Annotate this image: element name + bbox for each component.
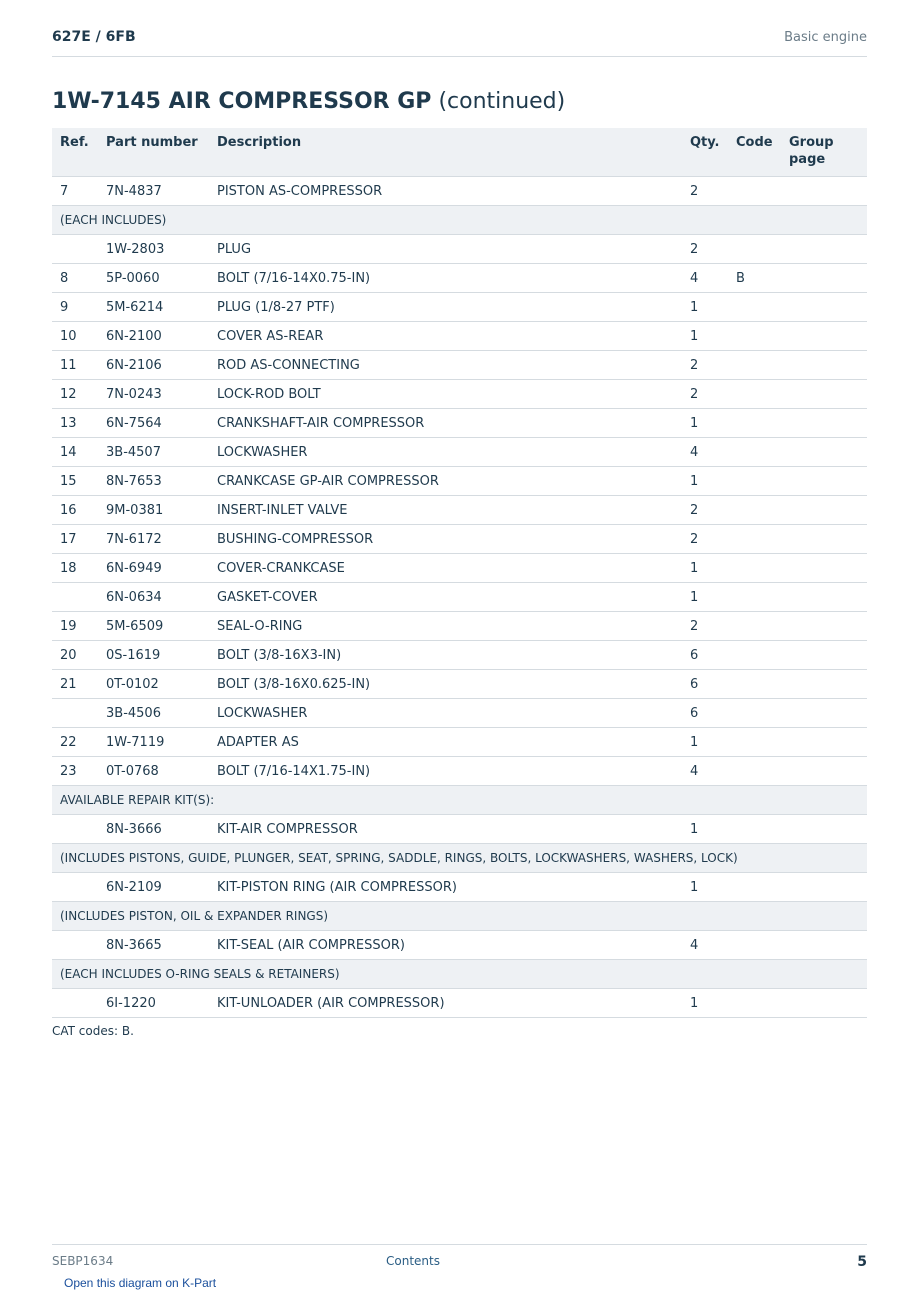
col-group-header: Group page xyxy=(781,128,867,177)
group-page-cell xyxy=(781,554,867,583)
ref-cell: 9 xyxy=(52,293,98,322)
part-number-cell: 3B-4507 xyxy=(98,438,209,467)
part-number-cell: 5M-6214 xyxy=(98,293,209,322)
qty-cell: 6 xyxy=(682,670,728,699)
description-cell: LOCKWASHER xyxy=(209,699,682,728)
part-number-cell: 0T-0768 xyxy=(98,757,209,786)
description-cell: KIT-SEAL (AIR COMPRESSOR) xyxy=(209,931,682,960)
table-row xyxy=(52,177,867,206)
doc-code: SEBP1634 xyxy=(52,1254,114,1268)
col-desc-header: Description xyxy=(209,128,682,177)
group-page-cell xyxy=(781,612,867,641)
description-cell: SEAL-O-RING xyxy=(209,612,682,641)
qty-cell: 4 xyxy=(682,438,728,467)
table-row xyxy=(52,873,867,902)
group-page-cell xyxy=(781,264,867,293)
description-cell: LOCK-ROD BOLT xyxy=(209,380,682,409)
ref-cell: 22 xyxy=(52,728,98,757)
part-number-cell: 7N-6172 xyxy=(98,525,209,554)
ref-cell: 19 xyxy=(52,612,98,641)
ref-cell: 8 xyxy=(52,264,98,293)
qty-cell: 1 xyxy=(682,467,728,496)
page-number: 5 xyxy=(857,1254,867,1270)
table-row xyxy=(52,554,867,583)
page-footer xyxy=(52,1244,867,1275)
table-row xyxy=(52,438,867,467)
group-page-cell xyxy=(781,728,867,757)
description-cell: PLUG xyxy=(209,235,682,264)
qty-cell: 4 xyxy=(682,264,728,293)
col-qty-header: Qty. xyxy=(682,128,728,177)
description-cell: BOLT (3/8-16X0.625-IN) xyxy=(209,670,682,699)
table-row xyxy=(52,409,867,438)
code-cell xyxy=(728,757,781,786)
ref-cell: 17 xyxy=(52,525,98,554)
qty-cell: 2 xyxy=(682,177,728,206)
note-text: AVAILABLE REPAIR KIT(S): xyxy=(52,786,867,815)
group-page-cell xyxy=(781,757,867,786)
group-page-cell xyxy=(781,467,867,496)
page-header xyxy=(52,28,867,57)
qty-cell: 4 xyxy=(682,757,728,786)
table-row xyxy=(52,989,867,1018)
description-cell: BOLT (7/16-14X0.75-IN) xyxy=(209,264,682,293)
table-row xyxy=(52,235,867,264)
table-note-row xyxy=(52,786,867,815)
code-cell xyxy=(728,496,781,525)
table-note-row xyxy=(52,206,867,235)
part-number-cell: 6N-6949 xyxy=(98,554,209,583)
qty-cell: 1 xyxy=(682,989,728,1018)
code-cell xyxy=(728,728,781,757)
page-title xyxy=(52,89,565,114)
description-cell: INSERT-INLET VALVE xyxy=(209,496,682,525)
part-number-cell: 8N-3665 xyxy=(98,931,209,960)
qty-cell: 2 xyxy=(682,380,728,409)
ref-cell xyxy=(52,583,98,612)
part-number-cell: 6N-0634 xyxy=(98,583,209,612)
group-page-cell xyxy=(781,322,867,351)
col-part-header: Part number xyxy=(98,128,209,177)
ref-cell: 18 xyxy=(52,554,98,583)
description-cell: GASKET-COVER xyxy=(209,583,682,612)
group-page-cell xyxy=(781,641,867,670)
table-row xyxy=(52,757,867,786)
group-page-cell xyxy=(781,670,867,699)
table-row xyxy=(52,931,867,960)
model-label: 627E / 6FB xyxy=(52,29,136,45)
qty-cell: 1 xyxy=(682,583,728,612)
table-row xyxy=(52,670,867,699)
ref-cell: 23 xyxy=(52,757,98,786)
qty-cell: 1 xyxy=(682,873,728,902)
description-cell: COVER AS-REAR xyxy=(209,322,682,351)
ref-cell: 15 xyxy=(52,467,98,496)
part-number-cell: 6N-2109 xyxy=(98,873,209,902)
group-page-cell xyxy=(781,583,867,612)
ref-cell: 16 xyxy=(52,496,98,525)
ref-cell: 21 xyxy=(52,670,98,699)
ref-cell xyxy=(52,873,98,902)
part-number-cell: 7N-0243 xyxy=(98,380,209,409)
code-cell xyxy=(728,351,781,380)
description-cell: KIT-PISTON RING (AIR COMPRESSOR) xyxy=(209,873,682,902)
note-text: (EACH INCLUDES O-RING SEALS & RETAINERS) xyxy=(52,960,867,989)
description-cell: PLUG (1/8-27 PTF) xyxy=(209,293,682,322)
part-number-cell: 5P-0060 xyxy=(98,264,209,293)
code-cell xyxy=(728,525,781,554)
part-number-cell: 8N-3666 xyxy=(98,815,209,844)
description-cell: CRANKSHAFT-AIR COMPRESSOR xyxy=(209,409,682,438)
part-number-cell: 6N-7564 xyxy=(98,409,209,438)
group-page-cell xyxy=(781,815,867,844)
code-cell xyxy=(728,467,781,496)
qty-cell: 2 xyxy=(682,525,728,554)
part-number-cell: 6N-2106 xyxy=(98,351,209,380)
ref-cell: 11 xyxy=(52,351,98,380)
table-row xyxy=(52,641,867,670)
group-page-cell xyxy=(781,525,867,554)
title-suffix: (continued) xyxy=(438,89,566,114)
code-cell xyxy=(728,989,781,1018)
qty-cell: 2 xyxy=(682,612,728,641)
ref-cell xyxy=(52,235,98,264)
code-cell: B xyxy=(728,264,781,293)
code-cell xyxy=(728,641,781,670)
part-number-cell: 0T-0102 xyxy=(98,670,209,699)
code-cell xyxy=(728,409,781,438)
qty-cell: 1 xyxy=(682,728,728,757)
qty-cell: 1 xyxy=(682,815,728,844)
table-note-row xyxy=(52,960,867,989)
table-row xyxy=(52,612,867,641)
kpart-diagram-link[interactable]: Open this diagram on K-Part xyxy=(64,1276,217,1290)
part-number-cell: 9M-0381 xyxy=(98,496,209,525)
group-page-cell xyxy=(781,351,867,380)
code-cell xyxy=(728,554,781,583)
ref-cell xyxy=(52,699,98,728)
qty-cell: 1 xyxy=(682,293,728,322)
group-page-cell xyxy=(781,177,867,206)
group-page-cell xyxy=(781,873,867,902)
title-main: 1W-7145 AIR COMPRESSOR GP xyxy=(52,89,432,114)
cat-codes-note: CAT codes: B. xyxy=(52,1024,134,1038)
parts-table-body xyxy=(52,177,867,1018)
code-cell xyxy=(728,612,781,641)
qty-cell: 2 xyxy=(682,235,728,264)
qty-cell: 2 xyxy=(682,496,728,525)
part-number-cell: 6N-2100 xyxy=(98,322,209,351)
qty-cell: 1 xyxy=(682,322,728,351)
group-page-cell xyxy=(781,235,867,264)
part-number-cell: 5M-6509 xyxy=(98,612,209,641)
code-cell xyxy=(728,699,781,728)
qty-cell: 6 xyxy=(682,641,728,670)
table-row xyxy=(52,728,867,757)
table-row xyxy=(52,293,867,322)
code-cell xyxy=(728,873,781,902)
group-page-cell xyxy=(781,293,867,322)
table-row xyxy=(52,380,867,409)
table-row xyxy=(52,351,867,380)
col-ref-header: Ref. xyxy=(52,128,98,177)
code-cell xyxy=(728,293,781,322)
description-cell: BOLT (3/8-16X3-IN) xyxy=(209,641,682,670)
description-cell: ADAPTER AS xyxy=(209,728,682,757)
ref-cell xyxy=(52,931,98,960)
parts-table xyxy=(52,128,867,1018)
part-number-cell: 8N-7653 xyxy=(98,467,209,496)
table-note-row xyxy=(52,902,867,931)
table-row xyxy=(52,467,867,496)
description-cell: BUSHING-COMPRESSOR xyxy=(209,525,682,554)
col-code-header: Code xyxy=(728,128,781,177)
code-cell xyxy=(728,931,781,960)
part-number-cell: 1W-7119 xyxy=(98,728,209,757)
ref-cell: 12 xyxy=(52,380,98,409)
qty-cell: 1 xyxy=(682,409,728,438)
description-cell: CRANKCASE GP-AIR COMPRESSOR xyxy=(209,467,682,496)
part-number-cell: 3B-4506 xyxy=(98,699,209,728)
ref-cell: 14 xyxy=(52,438,98,467)
contents-link[interactable]: Contents xyxy=(386,1254,440,1268)
note-text: (INCLUDES PISTON, OIL & EXPANDER RINGS) xyxy=(52,902,867,931)
code-cell xyxy=(728,583,781,612)
description-cell: KIT-AIR COMPRESSOR xyxy=(209,815,682,844)
table-row xyxy=(52,322,867,351)
table-row xyxy=(52,699,867,728)
group-page-cell xyxy=(781,496,867,525)
description-cell: LOCKWASHER xyxy=(209,438,682,467)
code-cell xyxy=(728,322,781,351)
part-number-cell: 7N-4837 xyxy=(98,177,209,206)
table-row xyxy=(52,815,867,844)
group-page-cell xyxy=(781,438,867,467)
description-cell: ROD AS-CONNECTING xyxy=(209,351,682,380)
part-number-cell: 0S-1619 xyxy=(98,641,209,670)
code-cell xyxy=(728,438,781,467)
group-page-cell xyxy=(781,380,867,409)
qty-cell: 2 xyxy=(682,351,728,380)
ref-cell: 13 xyxy=(52,409,98,438)
ref-cell: 10 xyxy=(52,322,98,351)
group-page-cell xyxy=(781,409,867,438)
table-row xyxy=(52,525,867,554)
section-label: Basic engine xyxy=(784,30,867,45)
ref-cell: 20 xyxy=(52,641,98,670)
qty-cell: 1 xyxy=(682,554,728,583)
code-cell xyxy=(728,235,781,264)
ref-cell xyxy=(52,989,98,1018)
qty-cell: 6 xyxy=(682,699,728,728)
group-page-cell xyxy=(781,931,867,960)
note-text: (INCLUDES PISTONS, GUIDE, PLUNGER, SEAT, SPRING, SADDLE, RINGS, BOLTS, LOCKWASHERS, WASHERS, LOCK) xyxy=(52,844,867,873)
ref-cell xyxy=(52,815,98,844)
ref-cell: 7 xyxy=(52,177,98,206)
code-cell xyxy=(728,815,781,844)
qty-cell: 4 xyxy=(682,931,728,960)
table-row xyxy=(52,583,867,612)
code-cell xyxy=(728,177,781,206)
code-cell xyxy=(728,670,781,699)
table-header-row xyxy=(52,128,867,177)
group-page-cell xyxy=(781,989,867,1018)
description-cell: BOLT (7/16-14X1.75-IN) xyxy=(209,757,682,786)
description-cell: PISTON AS-COMPRESSOR xyxy=(209,177,682,206)
part-number-cell: 6I-1220 xyxy=(98,989,209,1018)
note-text: (EACH INCLUDES) xyxy=(52,206,867,235)
table-row xyxy=(52,496,867,525)
description-cell: KIT-UNLOADER (AIR COMPRESSOR) xyxy=(209,989,682,1018)
description-cell: COVER-CRANKCASE xyxy=(209,554,682,583)
code-cell xyxy=(728,380,781,409)
table-row xyxy=(52,264,867,293)
part-number-cell: 1W-2803 xyxy=(98,235,209,264)
group-page-cell xyxy=(781,699,867,728)
table-note-row xyxy=(52,844,867,873)
